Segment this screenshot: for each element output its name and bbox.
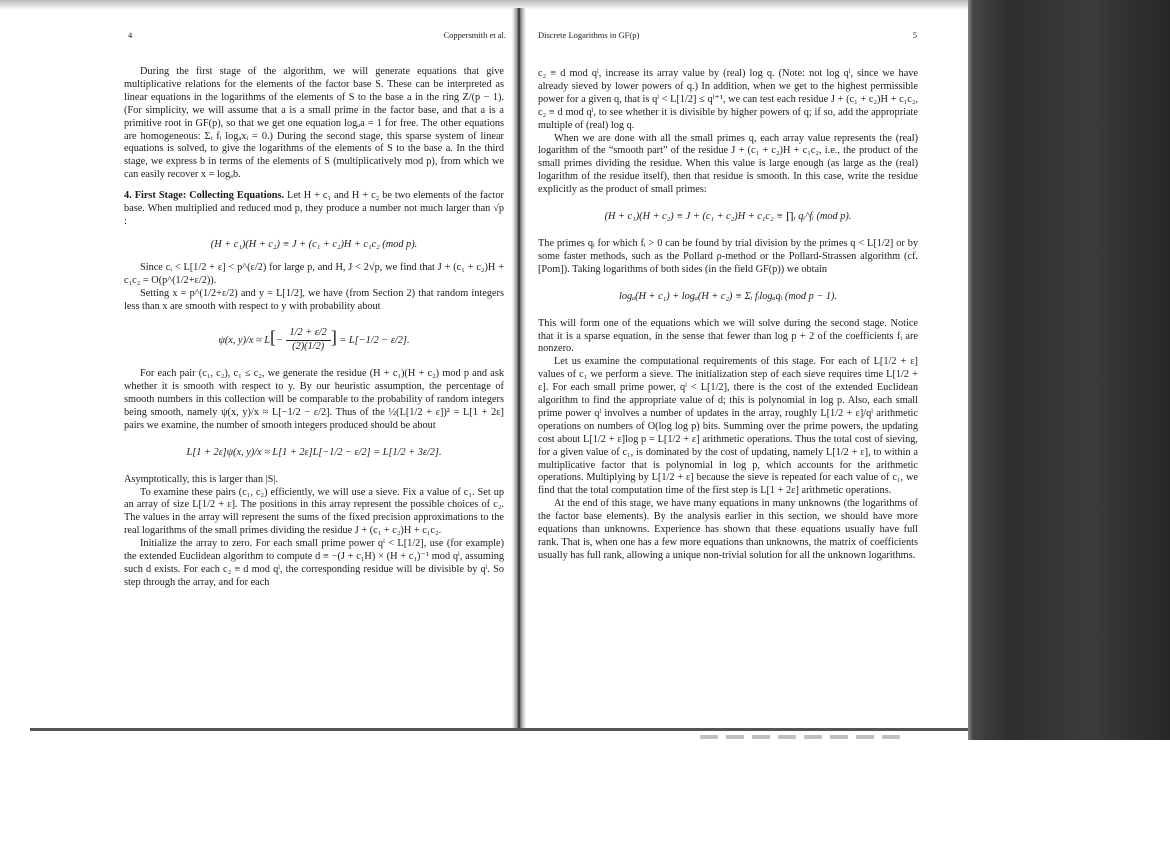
right-para-2: When we are done with all the small primes q, each array value represents the (real) logarithm of the “smooth part” of the residue J + (c₁ + c₂)H + c₁c₂, i.e., the product of the small primes dividing the residue. When this value is large enough (as large as the (real) logarithm of the residue itself), then that residue is smooth. In this case, write the residue explicitly as the product of small primes: — [538, 132, 918, 196]
book-gutter — [512, 8, 526, 730]
left-eq2-num: 1/2 + ε/2 — [286, 327, 331, 341]
left-body — [124, 66, 504, 590]
section-4-title: 4. First Stage: Collecting Equations. — [124, 190, 285, 202]
left-para-intro: During the first stage of the algorithm, we will generate equations that give multiplicative relations for the elements of the factor base S. These can be interpreted as linear equations in the logarithms of the elements of S to the base a in the ring Z/(p − 1). (For simplicity, we will assume that a is a small prime in the factor base, and that a is a primitive root in GF(p), so that we get one equation logₐa = 1 for free. The other equations are homogeneous: Σᵢ fᵢ logₐxᵢ = 0.) During the second stage, this sparse system of linear equations is solved, to give the logarithms of the elements of S to the base a. In the third stage, we express b in terms of the elements of S (multiplicatively mod p), from which we can easily recover x = logₐb. — [124, 66, 504, 181]
left-eq2-left: ψ(x, y)/x ≈ L — [218, 335, 270, 347]
scan-bottom-edge — [30, 728, 968, 731]
right-para-4: This will form one of the equations which we will solve during the second stage. Notice that it is a sparse equation, in the sense that fewer than log p + 2 of the coefficients fᵢ are nonzero. — [538, 317, 918, 355]
scan-right-edge — [968, 0, 1170, 740]
left-page-number: 4 — [128, 30, 133, 40]
left-running-head: Coppersmith et al. — [443, 30, 506, 40]
left-para-asymptotic: Asymptotically, this is larger than |S|. — [124, 473, 278, 485]
right-para-6: At the end of this stage, we have many equations in many unknowns (the logarithms of the factor base elements). By the analysis earlier in this section, we should have more equations than unknowns. Experience has shown that these equations usually have full rank. That is, when one has a few more equations than unknowns, the matrix of coefficients usually has full rank, allowing a unique non-trivial solution for all the unknown logarithms. — [538, 498, 918, 561]
scan-marks — [700, 735, 900, 739]
right-running-head: Discrete Logarithms in GF(p) — [538, 30, 640, 40]
left-equation-2: ψ(x, y)/x ≈ L[− $\frac{1/2 + \varepsilon/2}{(2)(1/2)}$ ] = L[−1/2 − ε/2]. — [218, 327, 410, 353]
left-para-init: Initialize the array to zero. For each small prime power qˡ < L[1/2], use (for example) the extended Euclidean algorithm to compute d ≡ −(J + c₁H) × (H + c₁)⁻¹ mod qˡ, assuming such d exists. For each c₂ ≡ d mod qˡ, the corresponding residue will be divisible by qˡ. So step through the array, and for each — [124, 538, 504, 588]
right-para-5: Let us examine the computational requirements of this stage. For each of L[1/2 + ε] values of c₁ we perform a sieve. The initialization step of each sieve requires time L[1/2 + ε]. For each small prime power, qˡ < L[1/2], there is the cost of the extended Euclidean algorithm to find the appropriate value of d; this is polynomial in log p. Also, each small prime power qˡ involves a number of updates in the array, roughly L[1/2 + ε]/qˡ arithmetic operations on numbers of O(log log p) bits. Summing over the prime powers, the updating cost about L[1/2 + ε]log p = L[1/2 + ε] arithmetic operations. Thus the total cost of sieving, for a given value of c₁, is dominated by the cost of updating, namely L[1/2 + ε], to within a multiplicative factor that is polynomial in log p, which accounts for the arithmetic operations. Multiplying by L[1/2 + ε] because the sieve is repeated for each value of c₁, we find that the total computation time of the first step is L[1 + 2ε] arithmetic operations. — [538, 356, 918, 497]
left-para-pair: For each pair (c₁, c₂), c₁ ≤ c₂, we generate the residue (H + c₁)(H + c₂) mod p and ask whether it is smooth with respect to y. By our heuristic assumption, the percentage of smooth numbers in this collection will be comparable to the probability of random integers being smooth, namely ψ(x, y)/x ≈ L[−1/2 − ε/2]. Thus of the ½(L[1/2 + ε])² = L[1 + 2ε] pairs we examine, the number of smooth integers produced should be about — [124, 368, 504, 431]
right-page-number: 5 — [912, 30, 917, 40]
right-para-3: The primes qᵢ for which fᵢ > 0 can be found by trial division by the primes q < L[1/2] or by some faster methods, such as the Pollard ρ-method or the Pollard-Strassen algorithm (cf. [Pom]). Taking logarithms of both sides (in the field GF(p)) we obtain — [538, 237, 918, 275]
left-para-since: Since cᵢ < L[1/2 + ε] < p^(ε/2) for large p, and H, J < 2√p, we find that J + (c₁ + c₂)H + c₁c₂ = O(p^(1/2+ε/2)). — [124, 261, 504, 286]
right-equation-1: (H + c₁)(H + c₂) ≡ J + (c₁ + c₂)H + c₁c₂ ≡ ∏ᵢ qᵢ^fᵢ (mod p). — [604, 211, 852, 223]
left-equation-1: (H + c₁)(H + c₂) ≡ J + (c₁ + c₂)H + c₁c₂ (mod p). — [210, 238, 418, 250]
left-para-setting: Setting x = p^(1/2+ε/2) and y = L[1/2], we have (from Section 2) that random integers less than x are smooth with respect to y with probability about — [124, 287, 504, 312]
left-eq2-fraction — [286, 327, 331, 354]
left-eq2-den: (2)(1/2) — [292, 341, 325, 353]
right-para-1: c₂ ≡ d mod qˡ, increase its array value by (real) log q. (Note: not log qˡ, since we have already sieved by lower powers of q.) In addition, when we get to the highest permissible power for a given q, that is qˡ < L[1/2] ≤ qˡ⁺¹, we can test each residue J + (c₁ + c₂)H + c₁c₂, c₂ ≡ d mod qˡ, to see whether it is divisible by higher powers of q; if so, add the appropriate multiple of (real) log q. — [538, 68, 918, 131]
right-equation-2: logₐ(H + c₁) + logₐ(H + c₂) ≡ Σᵢ fᵢlogₐqᵢ (mod p − 1). — [618, 290, 838, 302]
left-eq2-right: = L[−1/2 − ε/2]. — [339, 335, 410, 347]
right-body — [538, 68, 918, 563]
left-para-examine: To examine these pairs (c₁, c₂) efficiently, we will use a sieve. Fix a value of c₁. Set up an array of size L[1/2 + ε]. The positions in this array represent the possible choices of c₂. The values in the array will represent the sums of the fixed precision approximations to the real logarithms of the small primes dividing the residue J + (c₁ + c₂)H + c₁c₂. — [124, 486, 504, 537]
section-4-text: Let H + c₁ and H + c₂ be two elements of the factor base. When multiplied and reduced mod p, they produce a number not much larger than √p : — [124, 190, 504, 227]
left-equation-3: L[1 + 2ε]ψ(x, y)/x ≈ L[1 + 2ε]L[−1/2 − ε/2] = L[1/2 + 3ε/2]. — [186, 446, 442, 458]
